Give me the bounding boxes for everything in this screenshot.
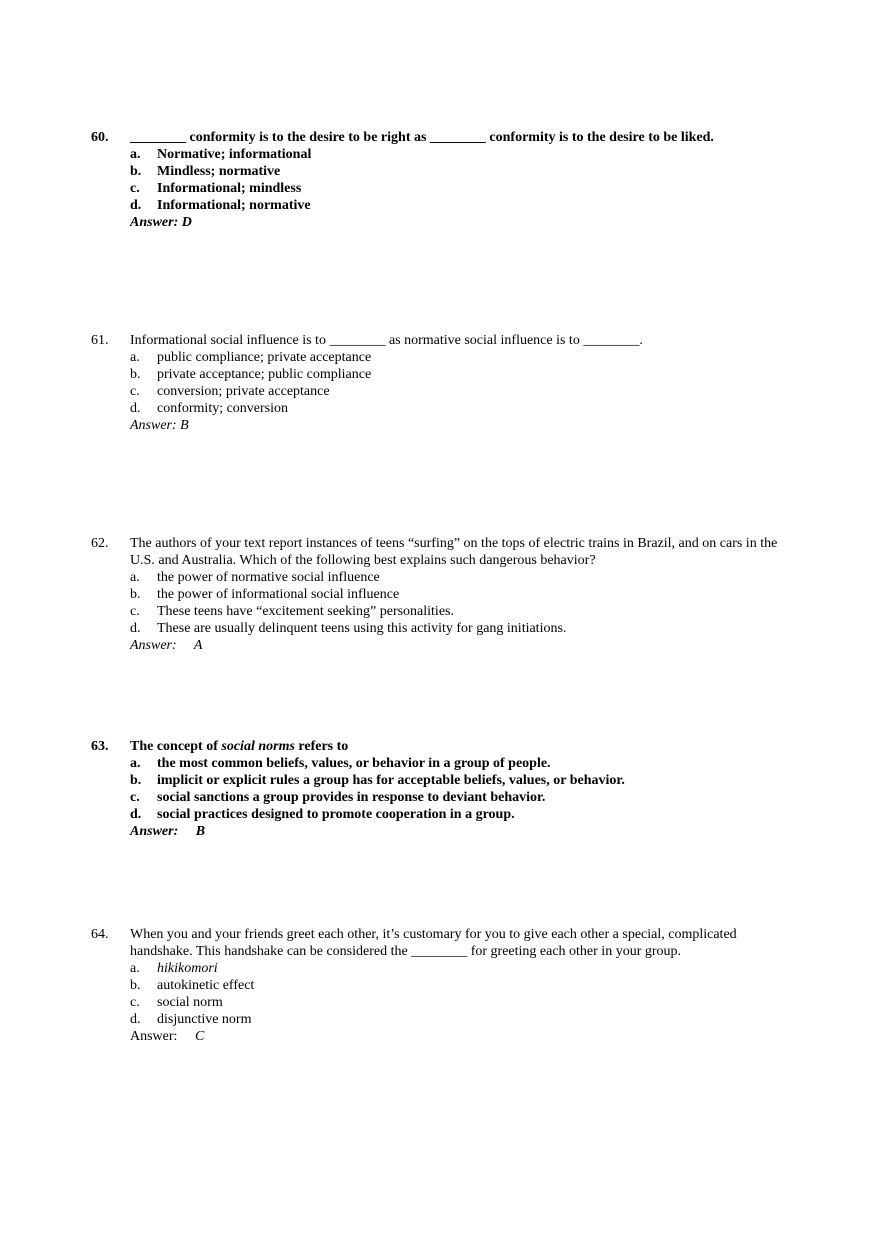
option-text: disjunctive norm: [157, 1012, 252, 1027]
question-key-term: social norms: [221, 739, 295, 754]
answer-value: D: [181, 215, 192, 230]
question-number: 63.: [91, 739, 109, 754]
option-text: social practices designed to promote cooperation in a group.: [157, 807, 515, 822]
question-text: Informational social influence is to ________ as normative social influence is to ________.: [130, 333, 643, 348]
option-c: [0, 994, 880, 1011]
option-letter: a.: [130, 147, 141, 162]
answer-label: Answer:: [130, 1029, 178, 1044]
option-text: These are usually delinquent teens using this activity for gang initiations.: [157, 621, 567, 636]
option-text: autokinetic effect: [157, 978, 255, 993]
question-text: When you and your friends greet each other, it’s customary for you to give each other a special, complicated handshake. This handshake can be considered the ________ for greeting each other in your group.: [130, 927, 737, 959]
option-text: social norm: [157, 995, 223, 1010]
option-text: social sanctions a group provides in response to deviant behavior.: [157, 790, 546, 805]
option-letter: c.: [130, 181, 140, 196]
option-d: [0, 1011, 880, 1028]
option-text: the most common beliefs, values, or behavior in a group of people.: [157, 756, 551, 771]
option-letter: b.: [130, 367, 141, 382]
option-c: [0, 789, 880, 806]
option-b: [0, 163, 880, 180]
option-text: conformity; conversion: [157, 401, 289, 416]
option-c: [0, 383, 880, 400]
option-c: [0, 603, 880, 620]
answer-value: C: [194, 1029, 205, 1044]
option-b: [0, 977, 880, 994]
question-63: [0, 738, 880, 840]
option-letter: b.: [130, 773, 142, 788]
answer-value: A: [193, 638, 203, 653]
answer-label: Answer:: [130, 638, 177, 653]
question-stem: [0, 926, 780, 960]
option-text: Mindless; normative: [157, 164, 281, 179]
option-text: Normative; informational: [157, 147, 312, 162]
option-text: conversion; private acceptance: [157, 384, 330, 399]
question-number: 60.: [91, 130, 109, 145]
option-c: [0, 180, 880, 197]
option-letter: c.: [130, 790, 140, 805]
answer-value: B: [180, 418, 189, 433]
answer: [0, 214, 880, 231]
option-letter: a.: [130, 350, 140, 365]
option-text: implicit or explicit rules a group has for acceptable beliefs, values, or behavior.: [157, 773, 625, 788]
question-61: [0, 332, 880, 434]
question-number: 61.: [91, 333, 109, 348]
option-a: [0, 349, 880, 366]
question-stem: [0, 129, 780, 146]
question-64: [0, 926, 880, 1045]
question-text: ________ conformity is to the desire to be right as ________ conformity is to the desire to be liked.: [130, 130, 714, 145]
option-text: private acceptance; public compliance: [157, 367, 372, 382]
option-text: Informational; normative: [157, 198, 311, 213]
question-stem: [0, 738, 780, 755]
answer: [0, 637, 880, 654]
option-a: [0, 146, 880, 163]
option-d: [0, 197, 880, 214]
option-letter: d.: [130, 1012, 141, 1027]
option-a: [0, 755, 880, 772]
option-text: public compliance; private acceptance: [157, 350, 372, 365]
option-letter: c.: [130, 384, 140, 399]
option-d: [0, 620, 880, 637]
option-text: hikikomori: [157, 961, 218, 976]
option-text: the power of normative social influence: [157, 570, 380, 585]
option-letter: b.: [130, 164, 142, 179]
option-letter: d.: [130, 807, 142, 822]
question-number: 64.: [91, 927, 109, 942]
question-number: 62.: [91, 536, 109, 551]
question-stem: [0, 535, 780, 569]
option-a: [0, 960, 880, 977]
option-letter: d.: [130, 401, 141, 416]
answer-label: Answer:: [130, 215, 179, 230]
option-letter: a.: [130, 961, 140, 976]
option-b: [0, 586, 880, 603]
option-text: These teens have “excitement seeking” personalities.: [157, 604, 454, 619]
option-text: the power of informational social influence: [157, 587, 400, 602]
question-text-before: The concept of: [130, 739, 222, 754]
answer: [0, 823, 880, 840]
question-60: [0, 129, 880, 231]
option-b: [0, 366, 880, 383]
answer: [0, 1028, 880, 1045]
option-letter: a.: [130, 570, 140, 585]
option-letter: d.: [130, 621, 141, 636]
answer: [0, 417, 880, 434]
option-letter: d.: [130, 198, 142, 213]
answer-label: Answer:: [130, 824, 179, 839]
answer-label: Answer:: [130, 418, 177, 433]
option-b: [0, 772, 880, 789]
question-62: [0, 535, 880, 654]
option-letter: b.: [130, 978, 141, 993]
question-text: The authors of your text report instances of teens “surfing” on the tops of electric trains in Brazil, and on cars in the U.S. and Australia. Which of the following best explains such dangerous behavior?: [130, 536, 778, 568]
option-d: [0, 806, 880, 823]
option-letter: c.: [130, 995, 140, 1010]
option-a: [0, 569, 880, 586]
option-letter: a.: [130, 756, 141, 771]
answer-value: B: [195, 824, 206, 839]
option-text: Informational; mindless: [157, 181, 302, 196]
question-stem: [0, 332, 780, 349]
question-text-after: refers to: [294, 739, 349, 754]
option-letter: b.: [130, 587, 141, 602]
option-d: [0, 400, 880, 417]
option-letter: c.: [130, 604, 140, 619]
